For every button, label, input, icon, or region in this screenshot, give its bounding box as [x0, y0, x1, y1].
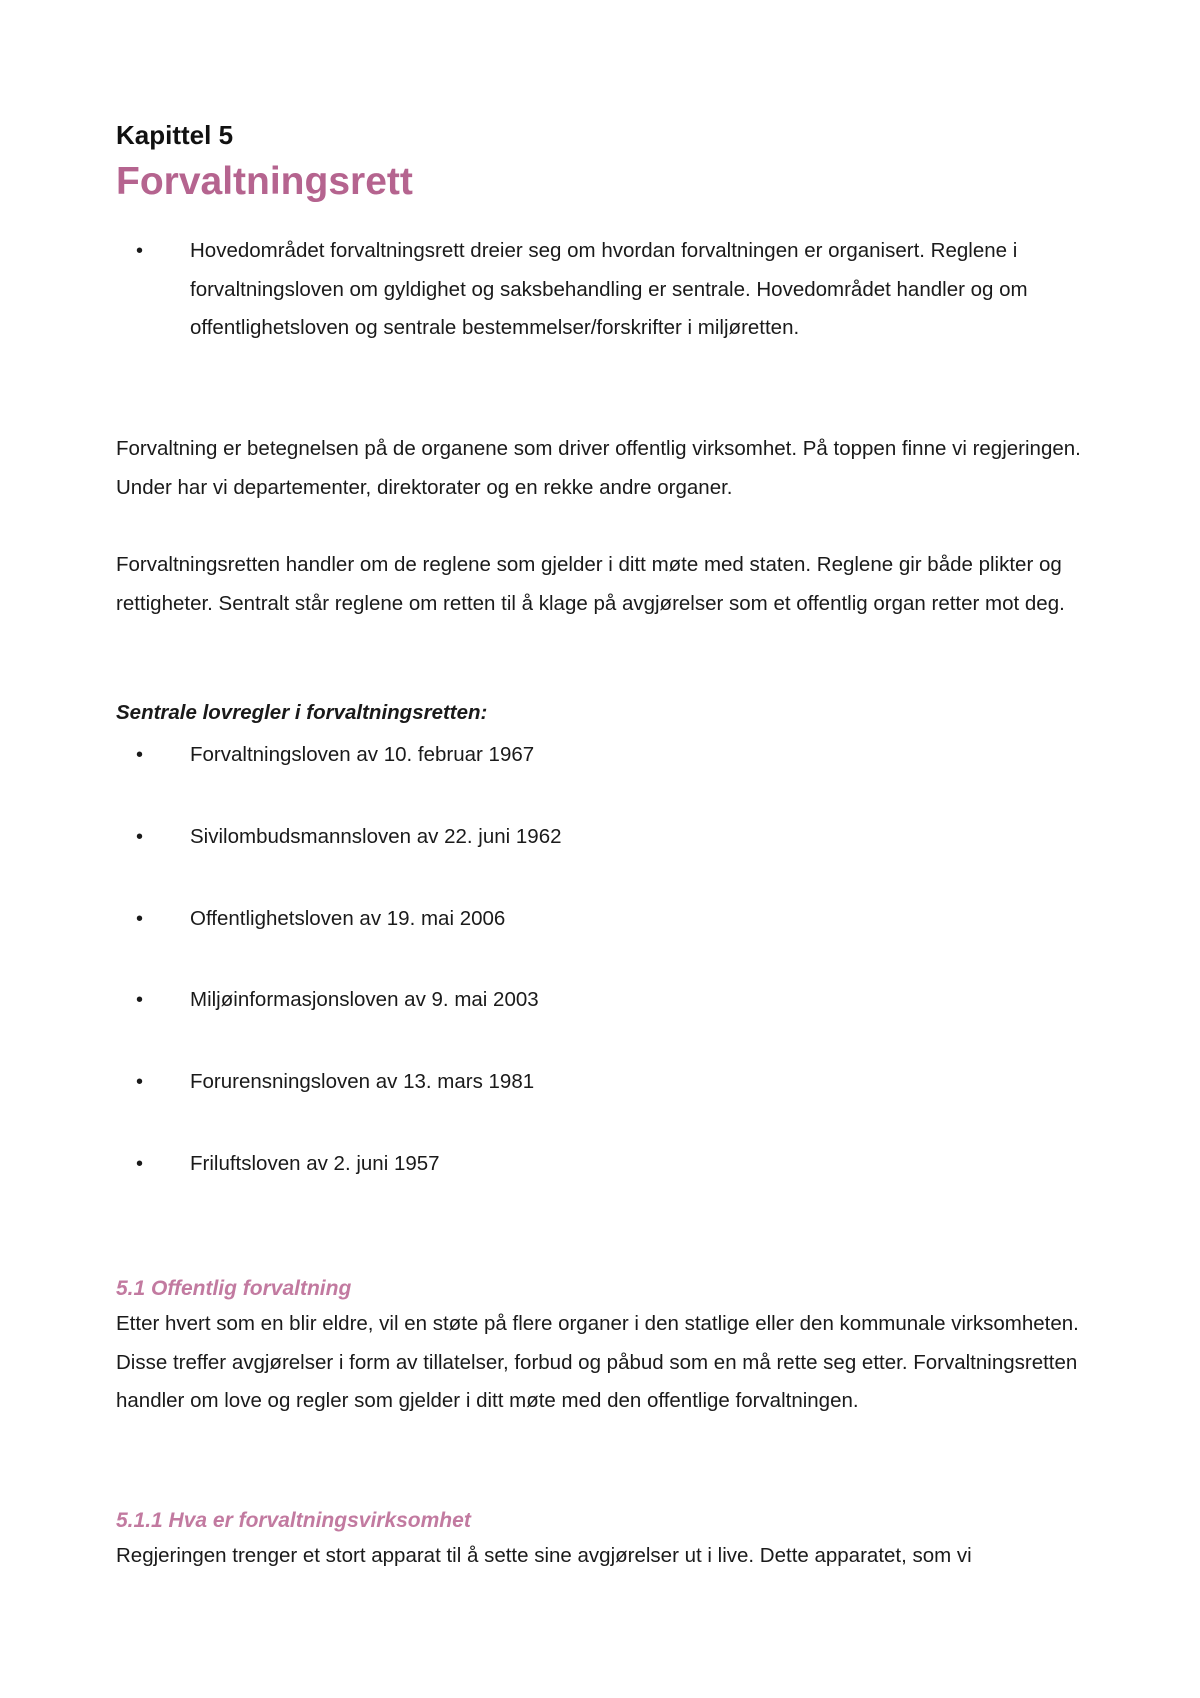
law-list-item	[116, 1063, 1106, 1102]
intro-bullet-item	[116, 232, 1106, 348]
paragraph-forvaltningsvirksomhet: Regjeringen trenger et stort apparat til å sette sine avgjørelser ut i live. Dette apparatet, som vi	[116, 1544, 972, 1567]
law-text: Offentlighetsloven av 19. mai 2006	[190, 906, 506, 930]
law-list-item	[116, 900, 1106, 939]
law-text: Forvaltningsloven av 10. februar 1967	[190, 743, 535, 766]
bullet-icon: •	[136, 825, 144, 848]
section-heading-5-1-1: 5.1.1 Hva er forvaltningsvirksomhet	[116, 1509, 471, 1532]
bullet-icon: •	[136, 907, 144, 930]
laws-list	[116, 736, 1106, 1227]
law-text: Miljøinformasjonsloven av 9. mai 2003	[190, 988, 539, 1012]
intro-bullet-list	[116, 232, 1106, 348]
law-text: Sivilombudsmannsloven av 22. juni 1962	[190, 824, 562, 848]
bullet-icon: •	[136, 1071, 144, 1094]
bullet-icon: •	[136, 744, 144, 766]
law-list-item	[116, 981, 1106, 1020]
bullet-icon: •	[136, 989, 144, 1012]
section-heading-5-1: 5.1 Offentlig forvaltning	[116, 1277, 352, 1300]
paragraph-offentlig-forvaltning: Etter hvert som en blir eldre, vil en støte på flere organer i den statlige eller den kommunale virksomheten. Disse treffer avgjørelser i form av tillatelser, forbud og påbud som en må rette seg etter. Forvaltningsretten handler om love og regler som gjelder i ditt møte med den offentlige forvaltningen.	[116, 1312, 1079, 1412]
paragraph-forvaltningsretten: Forvaltningsretten handler om de reglene som gjelder i ditt møte med staten. Reglene gir både plikter og rettigheter. Sentralt står reglene om retten til å klage på avgjørelser som et offentlig organ retter mot deg.	[116, 553, 1065, 615]
law-list-item	[116, 818, 1106, 857]
intro-bullet-text: Hovedområdet forvaltningsrett dreier seg om hvordan forvaltningen er organisert. Reglene i forvaltningsloven om gyldighet og saksbehandling er sentrale. Hovedområdet handler og om offentlighetsloven og sentrale bestemmelser/forskrifter i miljøretten.	[190, 239, 1028, 339]
paragraph-forvaltning: Forvaltning er betegnelsen på de organene som driver offentlig virksomhet. På toppen finne vi regjeringen. Under har vi departementer, direktorater og en rekke andre organer.	[116, 437, 1081, 499]
chapter-label: Kapittel 5	[116, 120, 234, 150]
law-text: Friluftsloven av 2. juni 1957	[190, 1151, 440, 1175]
bullet-icon: •	[136, 1152, 144, 1175]
law-list-item	[116, 736, 1106, 775]
law-text: Forurensningsloven av 13. mars 1981	[190, 1070, 535, 1094]
bullet-icon: •	[136, 240, 144, 262]
laws-heading: Sentrale lovregler i forvaltningsretten:	[116, 701, 488, 724]
chapter-title: Forvaltningsrett	[116, 160, 413, 203]
law-list-item	[116, 1145, 1106, 1184]
